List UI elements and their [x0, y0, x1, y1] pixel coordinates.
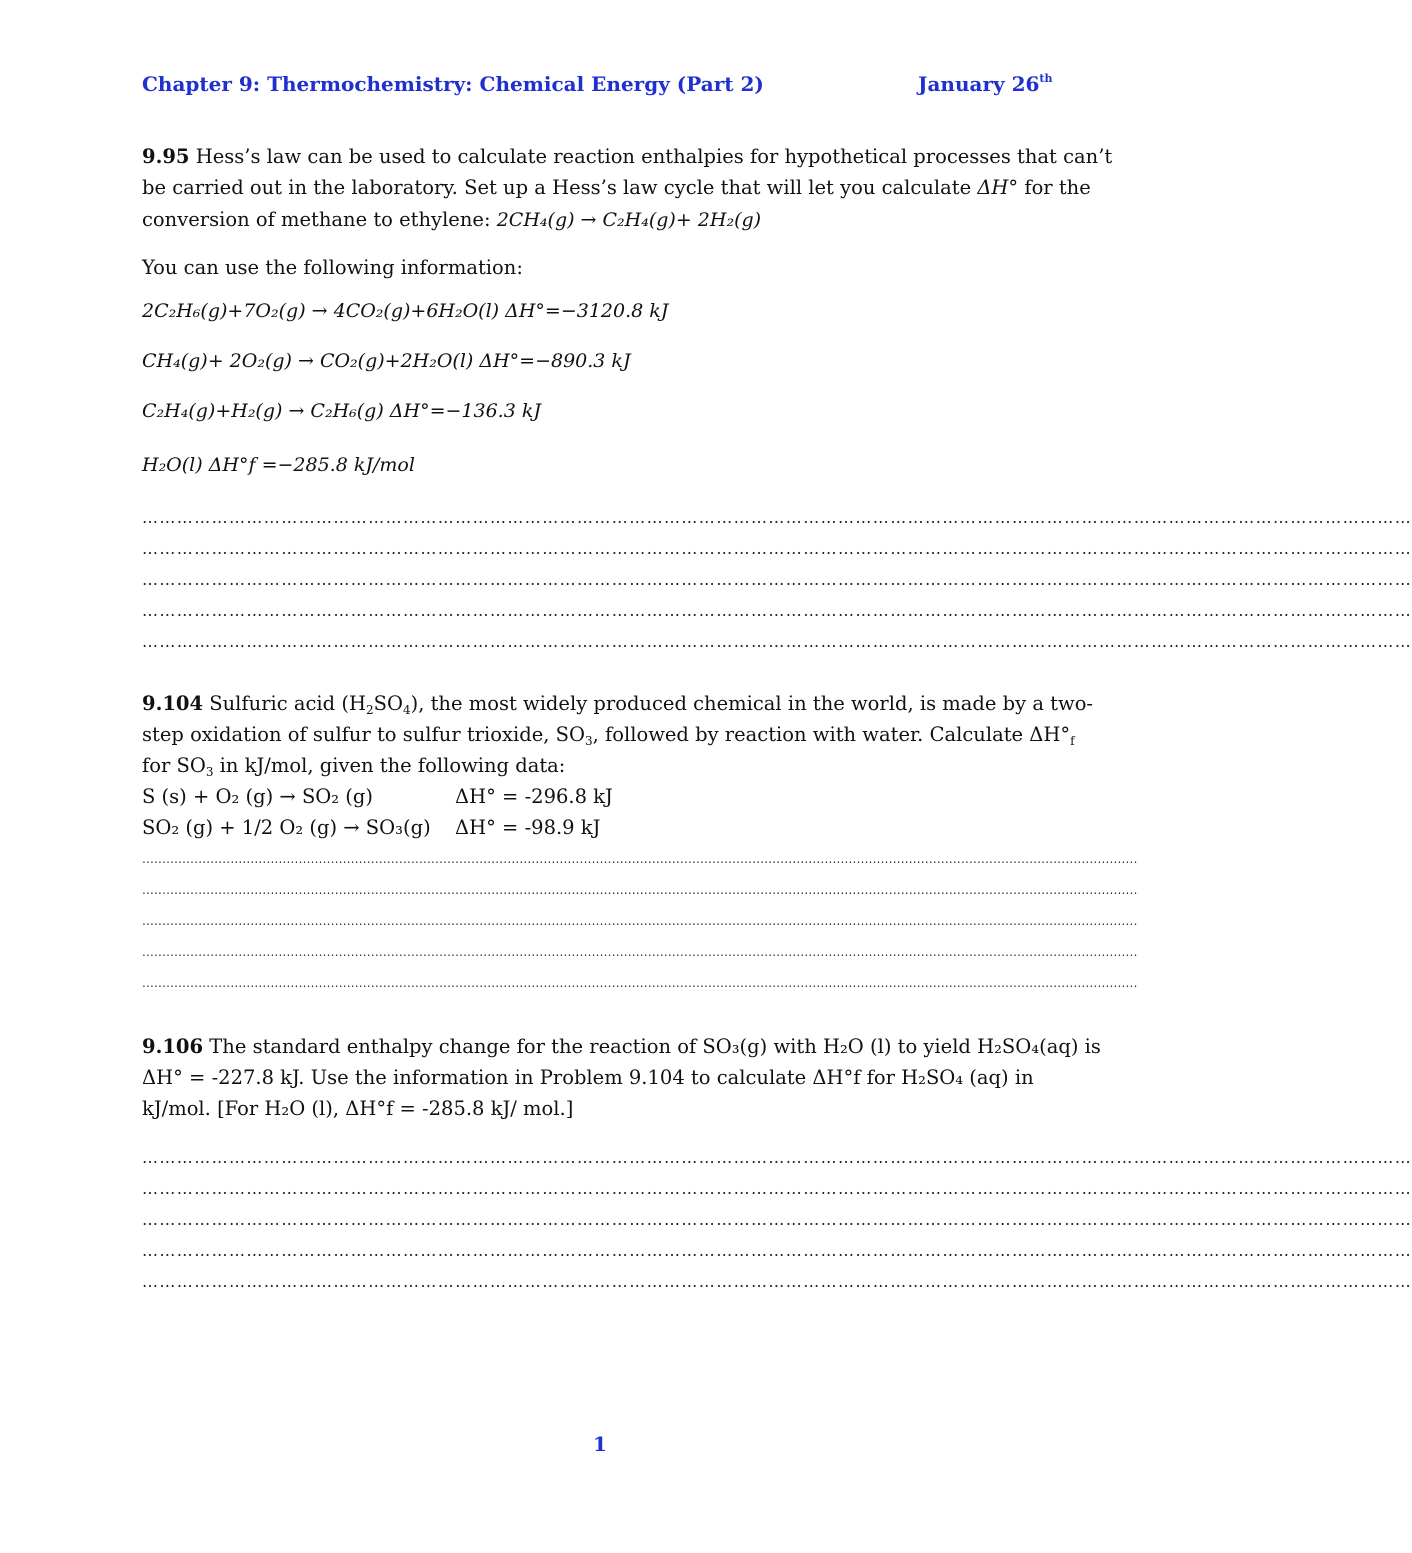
answer-line: ........................................................................................................................................................................................................................................................	[142, 914, 1138, 928]
q995-line2	[142, 172, 1091, 203]
q995-number: 9.95	[142, 145, 190, 168]
answer-line: …………………………………………………………………………………………………………………………………………………………………………………………………	[142, 1179, 1412, 1198]
q9104-line1: 9.104 Sulfuric acid $(H_2SO_4)$, the most widely produced chemical in the world, is made by a two-	[142, 692, 1094, 717]
q9106-line1	[142, 1031, 1101, 1062]
answer-line: …………………………………………………………………………………………………………………………………………………………………………………………………	[142, 1241, 1412, 1260]
q9104-line2-text: step oxidation of sulfur to sulfur trioxide, SO	[142, 723, 585, 746]
q995-line1	[142, 141, 1112, 172]
equation-1: 2C₂H₆(g)+7O₂(g) → 4CO₂(g)+6H₂O(l) ΔH°=−3120.8 kJ	[142, 300, 669, 322]
page-number: 1	[593, 1432, 607, 1456]
q995-line2-tail: for the	[1018, 176, 1091, 199]
q9106-line1-text: The standard enthalpy change for the reaction of SO₃(g) with H₂O (l) to yield H₂SO₄(aq) is	[203, 1035, 1101, 1058]
q995-line3	[142, 204, 761, 236]
answer-line: …………………………………………………………………………………………………………………………………………………………………………………………………	[142, 632, 1412, 651]
answer-line: …………………………………………………………………………………………………………………………………………………………………………………………………	[142, 508, 1412, 527]
q9104-number: 9.104	[142, 692, 204, 715]
answer-line: …………………………………………………………………………………………………………………………………………………………………………………………………	[142, 1148, 1412, 1167]
q995-line3-text: conversion of methane to ethylene:	[142, 208, 497, 231]
q9106-line2: ΔH° = -227.8 kJ. Use the information in Problem 9.104 to calculate ΔH°f for H₂SO₄ (aq) in	[142, 1066, 1034, 1089]
q9104-line3-text: for SO	[142, 754, 206, 777]
q995-line2-text: be carried out in the laboratory. Set up a Hess’s law cycle that will let you calculate	[142, 176, 978, 199]
q9104-text-c: ), the most widely produced chemical in the world, is made by a two-	[410, 692, 1094, 715]
q9104-reaction2-enthalpy: ΔH° = -98.9 kJ	[455, 816, 601, 839]
q9104-text-b: SO	[373, 692, 403, 715]
chapter-title: Chapter 9: Thermochemistry: Chemical Energy (Part 2)	[142, 72, 764, 96]
equation-4: H₂O(l) ΔH°f =−285.8 kJ/mol	[142, 454, 415, 476]
q995-target-reaction: 2CH₄(g) → C₂H₄(g)+ 2H₂(g)	[496, 209, 762, 231]
equation-3: C₂H₄(g)+H₂(g) → C₂H₆(g) ΔH°=−136.3 kJ	[142, 400, 541, 422]
answer-line: …………………………………………………………………………………………………………………………………………………………………………………………………	[142, 1272, 1412, 1291]
q9104-line2-tail: , followed by reaction with water. Calculate ΔH°	[592, 723, 1071, 746]
q995-delta-h: ΔH°	[977, 176, 1019, 199]
q9106-number: 9.106	[142, 1035, 204, 1058]
q9104-reaction2: SO₂ (g) + 1/2 O₂ (g) → SO₃(g)	[142, 816, 431, 839]
equation-2: CH₄(g)+ 2O₂(g) → CO₂(g)+2H₂O(l) ΔH°=−890.3 kJ	[142, 350, 631, 372]
q9106-line3: kJ/mol. [For H₂O (l), ΔH°f = -285.8 kJ/ mol.]	[142, 1097, 574, 1120]
q995-use-info: You can use the following information:	[142, 256, 523, 279]
date-text: January 26	[918, 72, 1040, 96]
answer-line: …………………………………………………………………………………………………………………………………………………………………………………………………	[142, 539, 1412, 558]
answer-line: ........................................................................................................................................................................................................................................................	[142, 945, 1138, 959]
q9104-line2: step oxidation of sulfur to sulfur trioxide, $SO_3$, followed by reaction with water. Calculate $\Delta H^\circ_f$	[142, 723, 1075, 748]
answer-line: …………………………………………………………………………………………………………………………………………………………………………………………………	[142, 1210, 1412, 1229]
header-date	[918, 72, 1053, 96]
answer-line: ........................................................................................................................................................................................................................................................	[142, 852, 1138, 866]
q9104-text-a: Sulfuric acid (H	[203, 692, 366, 715]
date-superscript: th	[1039, 72, 1053, 85]
q9104-line3-tail: in kJ/mol, given the following data:	[213, 754, 566, 777]
answer-line: …………………………………………………………………………………………………………………………………………………………………………………………………	[142, 601, 1412, 620]
answer-line: ........................................................................................................................................................................................................................................................	[142, 883, 1138, 897]
answer-line: ........................................................................................................................................................................................................................................................	[142, 976, 1138, 990]
q9104-reaction1: S (s) + O₂ (g) → SO₂ (g)	[142, 785, 374, 808]
q9104-line3: for $SO_3$ in kJ/mol, given the following data:	[142, 754, 566, 779]
answer-line: …………………………………………………………………………………………………………………………………………………………………………………………………	[142, 570, 1412, 589]
q995-line1-text: Hess’s law can be used to calculate reaction enthalpies for hypothetical processes that can’t	[195, 145, 1113, 168]
q9104-reaction1-enthalpy: ΔH° = -296.8 kJ	[455, 785, 613, 808]
